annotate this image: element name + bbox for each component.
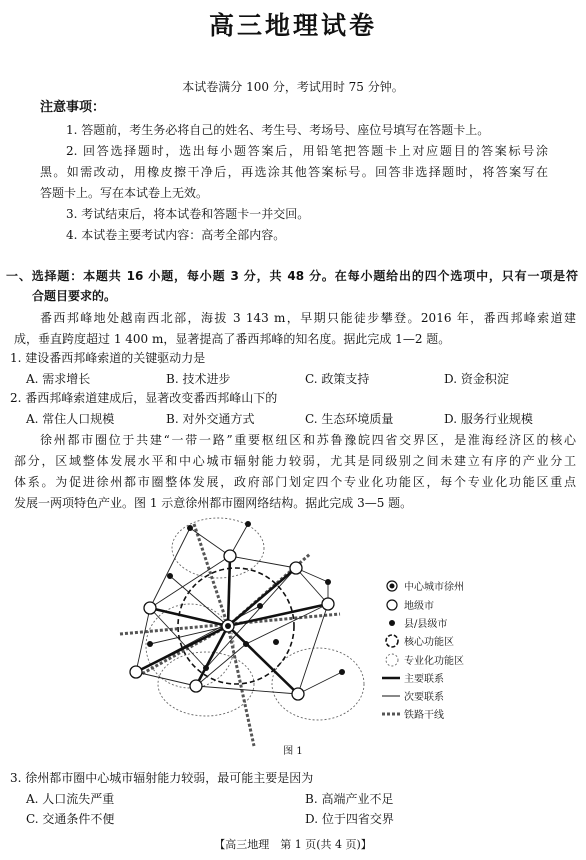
legend-label: 主要联系	[404, 674, 444, 685]
option-b[interactable]: B. 技术进步	[166, 372, 231, 386]
legend-core-zone	[386, 635, 454, 648]
network-figure	[110, 516, 480, 754]
specialized-zone	[158, 652, 254, 716]
legend-label: 铁路干线	[404, 710, 444, 721]
prefecture-city-node	[322, 598, 334, 610]
note-line: 4. 本试卷主要考试内容：高考全部内容。	[66, 228, 286, 242]
note-line: 黑。如需改动，用橡皮擦干净后，再选涂其他答案标号。回答非选择题时，将答案写在	[40, 165, 548, 179]
option-d[interactable]: D. 资金积淀	[444, 372, 509, 386]
note-line: 2. 回答选择题时，选出每小题答案后，用铅笔把答题卡上对应题目的答案标号涂	[66, 144, 548, 158]
legend-label: 核心功能区	[404, 637, 454, 648]
legend-secondary-link	[382, 690, 444, 703]
question-stem: 1. 建设番西邦峰索道的关键驱动力是	[10, 351, 206, 365]
county-node	[245, 521, 251, 527]
prefecture-city-node	[144, 602, 156, 614]
passage-line: 部分，区域整体发展水平和中心城市辐射能力较弱，尤其是同级别之间未建立有序的产业分工	[14, 454, 576, 468]
option-c[interactable]: C. 生态环境质量	[305, 412, 394, 426]
county-node	[187, 525, 193, 531]
page-footer: 【高三地理 第 1 页(共 4 页)】	[214, 838, 372, 851]
county-node	[325, 579, 331, 585]
passage-line: 成，垂直跨度超过 1 400 m，显著提高了番西邦峰的知名度。据此完成 1—2 题。	[14, 332, 451, 346]
exam-intro: 本试卷满分 100 分，考试用时 75 分钟。	[182, 80, 404, 94]
legend-central-city	[387, 580, 464, 593]
question-stem: 3. 徐州都市圈中心城市辐射能力较弱，最可能主要是因为	[10, 771, 314, 785]
county-node	[273, 639, 279, 645]
note-line: 1. 答题前，考生务必将自己的姓名、考生号、考场号、座位号填写在答题卡上。	[66, 123, 490, 137]
notes-heading: 注意事项：	[40, 100, 106, 115]
legend-label: 中心城市徐州	[404, 582, 464, 593]
legend-label: 专业化功能区	[404, 656, 464, 667]
figure-caption: 图 1	[283, 746, 303, 757]
option-d[interactable]: D. 服务行业规模	[444, 412, 533, 426]
option-c[interactable]: C. 政策支持	[305, 372, 370, 386]
option-b[interactable]: B. 高端产业不足	[305, 792, 394, 806]
legend-county	[389, 617, 447, 630]
legend-label: 县/县级市	[404, 619, 448, 630]
legend-specialized-zone	[386, 654, 464, 667]
county-node	[243, 641, 249, 647]
county-node	[203, 665, 209, 671]
prefecture-city-node	[130, 666, 142, 678]
passage-line: 番西邦峰地处越南西北部，海拔 3 143 m，早期只能徒步攀登。2016 年，番西邦峰索道建	[40, 311, 576, 325]
passage-line: 徐州都市圈位于共建“一带一路”重要枢纽区和苏鲁豫皖四省交界区，是淮海经济区的核心	[40, 433, 576, 447]
legend-main-link	[382, 672, 444, 685]
county-node	[147, 641, 153, 647]
question-stem: 2. 番西邦峰索道建成后，显著改变番西邦峰山下的	[10, 391, 278, 405]
prefecture-city-node	[190, 680, 202, 692]
prefecture-city-node	[290, 562, 302, 574]
county-node	[339, 669, 345, 675]
option-a[interactable]: A. 常住人口规模	[26, 412, 115, 426]
option-d[interactable]: D. 位于四省交界	[305, 812, 394, 826]
legend	[382, 580, 464, 721]
legend-prefecture	[387, 599, 434, 612]
legend-label: 地级市	[404, 601, 434, 612]
central-city-xuzhou	[222, 620, 234, 632]
legend-railway	[382, 708, 444, 721]
section-heading: 一、选择题：本题共 16 小题，每小题 3 分，共 48 分。在每小题给出的四个选项中，只有一项是符	[6, 269, 578, 283]
county-node	[257, 603, 263, 609]
prefecture-city-node	[292, 688, 304, 700]
option-c[interactable]: C. 交通条件不便	[26, 812, 115, 826]
note-line: 答题卡上。写在本试卷上无效。	[40, 186, 209, 200]
legend-label: 次要联系	[404, 692, 444, 703]
option-b[interactable]: B. 对外交通方式	[166, 412, 255, 426]
option-a[interactable]: A. 需求增长	[26, 372, 91, 386]
passage-line: 体系。为促进徐州都市圈整体发展，政府部门划定四个专业化功能区，每个专业化功能区重点	[14, 475, 576, 489]
section-heading-cont: 合题目要求的。	[32, 289, 117, 303]
page-title: 高三地理试卷	[208, 11, 377, 40]
passage-line: 发展一两项特色产业。图 1 示意徐州都市圈网络结构。据此完成 3—5 题。	[14, 496, 413, 510]
note-line: 3. 考试结束后，将本试卷和答题卡一并交回。	[66, 207, 310, 221]
option-a[interactable]: A. 人口流失严重	[26, 792, 115, 806]
county-node	[167, 573, 173, 579]
prefecture-city-node	[224, 550, 236, 562]
